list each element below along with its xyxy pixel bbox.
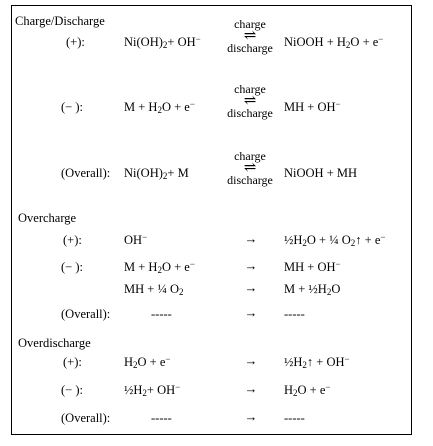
equilibrium-arrow-icon: ⇌ bbox=[243, 28, 257, 44]
equilibrium-arrow bbox=[219, 83, 281, 120]
reaction-left: $M + H_2O + e^-$ bbox=[124, 99, 195, 115]
arrow-label-discharge: discharge bbox=[227, 173, 273, 187]
right-arrow-icon: → bbox=[244, 353, 258, 368]
right-arrow-icon: → bbox=[244, 231, 258, 246]
reaction-left: MH + ¼ $O_2$ bbox=[124, 282, 184, 297]
section-heading-charge-discharge: Charge/Discharge bbox=[15, 14, 105, 28]
arrow-label-discharge: discharge bbox=[227, 41, 273, 55]
reaction-right: NiOOH + MH bbox=[284, 166, 358, 180]
section-heading-overdischarge: Overdischarge bbox=[18, 336, 91, 350]
reaction-left: $M + H_2O + e^-$ bbox=[124, 259, 195, 275]
reaction-right: $H_2O + e^-$ bbox=[284, 382, 331, 398]
reaction-left: $H_2O + e^-$ bbox=[124, 354, 171, 370]
reaction-right: $\frac{1}{2}H_2↑ + OH^-$ bbox=[284, 354, 350, 370]
right-arrow-icon: → bbox=[244, 280, 258, 295]
right-arrow-icon: → bbox=[244, 305, 258, 320]
reaction-right: MH + OH− bbox=[284, 259, 341, 274]
reaction-right: ----- bbox=[284, 307, 305, 321]
section-heading-overcharge: Overcharge bbox=[18, 211, 77, 225]
reaction-right: ----- bbox=[284, 411, 305, 425]
right-arrow-icon: → bbox=[244, 258, 258, 273]
row-label: (− ): bbox=[61, 260, 83, 274]
row-label: (− ): bbox=[61, 383, 83, 397]
arrow-label-charge: charge bbox=[234, 82, 266, 96]
equilibrium-arrow bbox=[219, 150, 281, 187]
reaction-right: NiOOH + $H_2O + e^-$ bbox=[284, 34, 384, 50]
row-label: (Overall): bbox=[61, 411, 111, 425]
equilibrium-arrow-icon: ⇌ bbox=[243, 160, 257, 176]
right-arrow-icon: → bbox=[244, 381, 258, 396]
reaction-left: $Ni(OH)_2+ OH^-$ bbox=[124, 34, 201, 50]
row-label: (+): bbox=[63, 355, 82, 369]
reaction-left: ----- bbox=[151, 411, 172, 425]
reaction-left: $Ni(OH)_2+ M$ bbox=[124, 166, 189, 181]
reaction-right: $M + \frac{1}{2}H_2O$ bbox=[284, 282, 341, 297]
reaction-left: ----- bbox=[151, 307, 172, 321]
right-arrow-icon: → bbox=[244, 409, 258, 424]
equilibrium-arrow bbox=[219, 18, 281, 55]
arrow-label-charge: charge bbox=[234, 149, 266, 163]
row-label: (Overall): bbox=[61, 307, 111, 321]
arrow-label-charge: charge bbox=[234, 17, 266, 31]
reaction-left: OH− bbox=[124, 232, 148, 247]
reaction-right: MH + OH− bbox=[284, 99, 341, 114]
reaction-left: $\frac{1}{2}H_2+ OH^-$ bbox=[124, 382, 181, 398]
row-label: (+): bbox=[66, 35, 85, 49]
row-label: (Overall): bbox=[61, 166, 111, 180]
equilibrium-arrow-icon: ⇌ bbox=[243, 93, 257, 109]
reaction-right: $\frac{1}{2}H_2O$ + ¼ $O_2↑ + e^-$ bbox=[284, 232, 386, 248]
row-label: (− ): bbox=[61, 100, 83, 114]
arrow-label-discharge: discharge bbox=[227, 106, 273, 120]
row-label: (+): bbox=[63, 233, 82, 247]
